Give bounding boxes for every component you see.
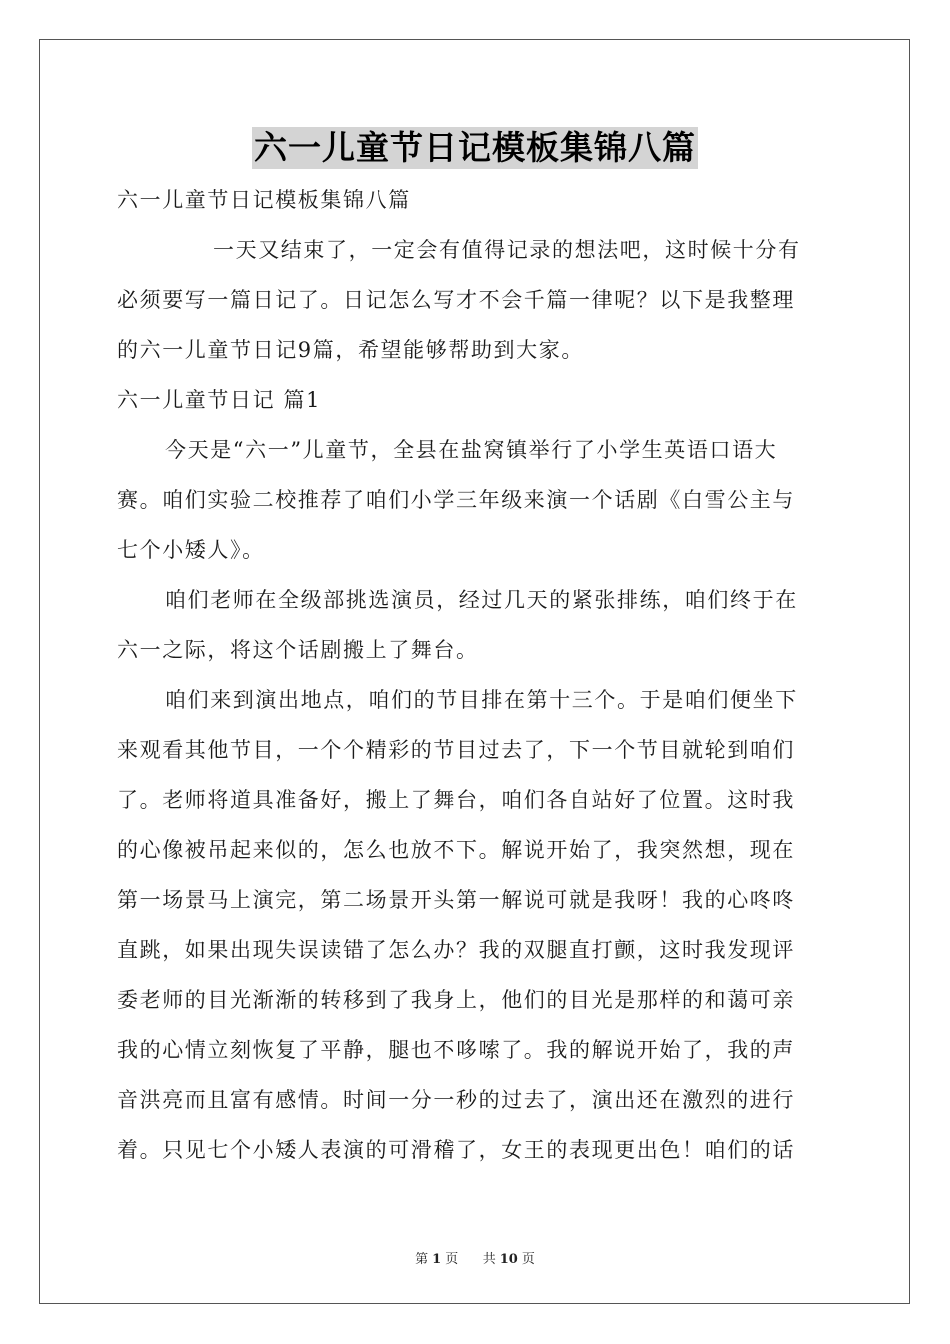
body-line: 直跳，如果出现失误读错了怎么办？我的双腿直打颤，这时我发现评 [117, 938, 795, 962]
body-line: 了。老师将道具准备好，搬上了舞台，咱们各自站好了位置。这时我 [117, 788, 795, 812]
body-line: 来观看其他节目，一个个精彩的节目过去了，下一个节目就轮到咱们 [117, 738, 795, 762]
body-line: 六一之际，将这个话剧搬上了舞台。 [117, 638, 479, 662]
body-line: 的六一儿童节日记9篇，希望能够帮助到大家。 [117, 338, 584, 362]
title-container [0, 127, 950, 169]
body-line: 第一场景马上演完，第二场景开头第一解说可就是我呀！我的心咚咚 [117, 888, 795, 912]
body-line: 咱们来到演出地点，咱们的节目排在第十三个。于是咱们便坐下 [165, 688, 798, 712]
body-line: 赛。咱们实验二校推荐了咱们小学三年级来演一个话剧《白雪公主与 [117, 488, 795, 512]
body-line: 音洪亮而且富有感情。时间一分一秒的过去了，演出还在激烈的进行 [117, 1088, 795, 1112]
page-indicator: 第 1 页 [415, 1252, 459, 1267]
document-title: 六一儿童节日记模板集锦八篇 [254, 128, 696, 167]
total-pages-indicator: 共 10 页 [482, 1252, 535, 1267]
body-line: 咱们老师在全级部挑选演员，经过几天的紧张排练，咱们终于在 [165, 588, 798, 612]
body-line: 必须要写一篇日记了。日记怎么写才不会千篇一律呢？以下是我整理 [117, 288, 795, 312]
body-line: 七个小矮人》。 [117, 538, 265, 562]
body-line: 的心像被吊起来似的，怎么也放不下。解说开始了，我突然想，现在 [117, 838, 795, 862]
body-line: 我的心情立刻恢复了平静，腿也不哆嗦了。我的解说开始了，我的声 [117, 1038, 795, 1062]
subtitle-line: 六一儿童节日记模板集锦八篇 [117, 188, 411, 212]
page-footer [0, 1248, 950, 1267]
document-body [117, 178, 833, 1178]
body-line: 委老师的目光渐渐的转移到了我身上，他们的目光是那样的和蔼可亲 [117, 988, 795, 1012]
body-line: 今天是“六一”儿童节，全县在盐窝镇举行了小学生英语口语大 [165, 438, 778, 462]
section-heading: 六一儿童节日记 篇1 [117, 388, 322, 412]
body-line: 着。只见七个小矮人表演的可滑稽了，女王的表现更出色！咱们的话 [117, 1138, 795, 1162]
body-line: 一天又结束了，一定会有值得记录的想法吧，这时候十分有 [213, 238, 801, 262]
